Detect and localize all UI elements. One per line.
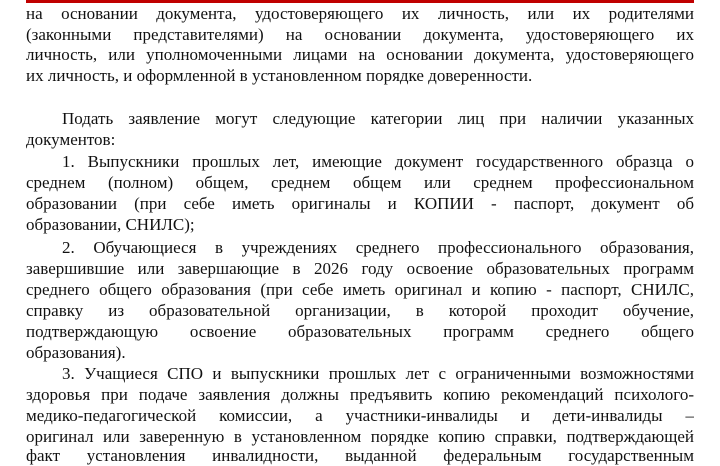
text-line: личность, или уполномоченными лицами на основании документа, удостоверяющего xyxy=(26,45,694,64)
text-line: образования). xyxy=(26,343,126,362)
red-underline xyxy=(26,0,694,3)
paragraph-intro: Подать заявление могут следующие категории лиц при наличии указанных xyxy=(62,109,694,128)
text-line: факт установления инвалидности, выданной федеральным государственным xyxy=(26,446,694,465)
text-line: образовании (при себе иметь оригиналы и КОПИИ - паспорт, документ об xyxy=(26,194,694,213)
list-item-2: 2. Обучающиеся в учреждениях среднего профессионального образования, xyxy=(62,238,694,257)
text-line: здоровья при подаче заявления должны предъявить копию рекомендаций психолого- xyxy=(26,385,694,404)
text-line: среднего общего образования (при себе иметь оригинал и копию - паспорт, СНИЛС, xyxy=(26,280,694,299)
text-line: их личность, и оформленной в установленном порядке доверенности. xyxy=(26,66,533,85)
text-line: образовании, СНИЛС); xyxy=(26,215,195,234)
text-line: оригинал или заверенную в установленном порядке копию справки, подтверждающей xyxy=(26,427,694,446)
list-item-3: 3. Учащиеся СПО и выпускники прошлых лет с ограниченными возможностями xyxy=(62,364,694,383)
text-line: (законными представителями) на основании документа, удостоверяющего их xyxy=(26,25,694,44)
text-line: справку из образовательной организации, в которой проходит обучение, xyxy=(26,301,694,320)
list-item-1: 1. Выпускники прошлых лет, имеющие документ государственного образца о xyxy=(62,152,694,171)
text-line: завершившие или завершающие в 2026 году освоение образовательных программ xyxy=(26,259,694,278)
text-line: медико-педагогической комиссии, а участники-инвалиды и дети-инвалиды – xyxy=(26,406,694,425)
cut-off-top-line xyxy=(0,0,720,3)
text-line: среднем (полном) общем, среднем общем или среднем профессиональном xyxy=(26,173,694,192)
text-line: на основании документа, удостоверяющего их личность, или их родителями xyxy=(26,4,694,23)
text-line: документов: xyxy=(26,130,116,149)
text-line: подтверждающую освоение образовательных программ среднего общего xyxy=(26,322,694,341)
